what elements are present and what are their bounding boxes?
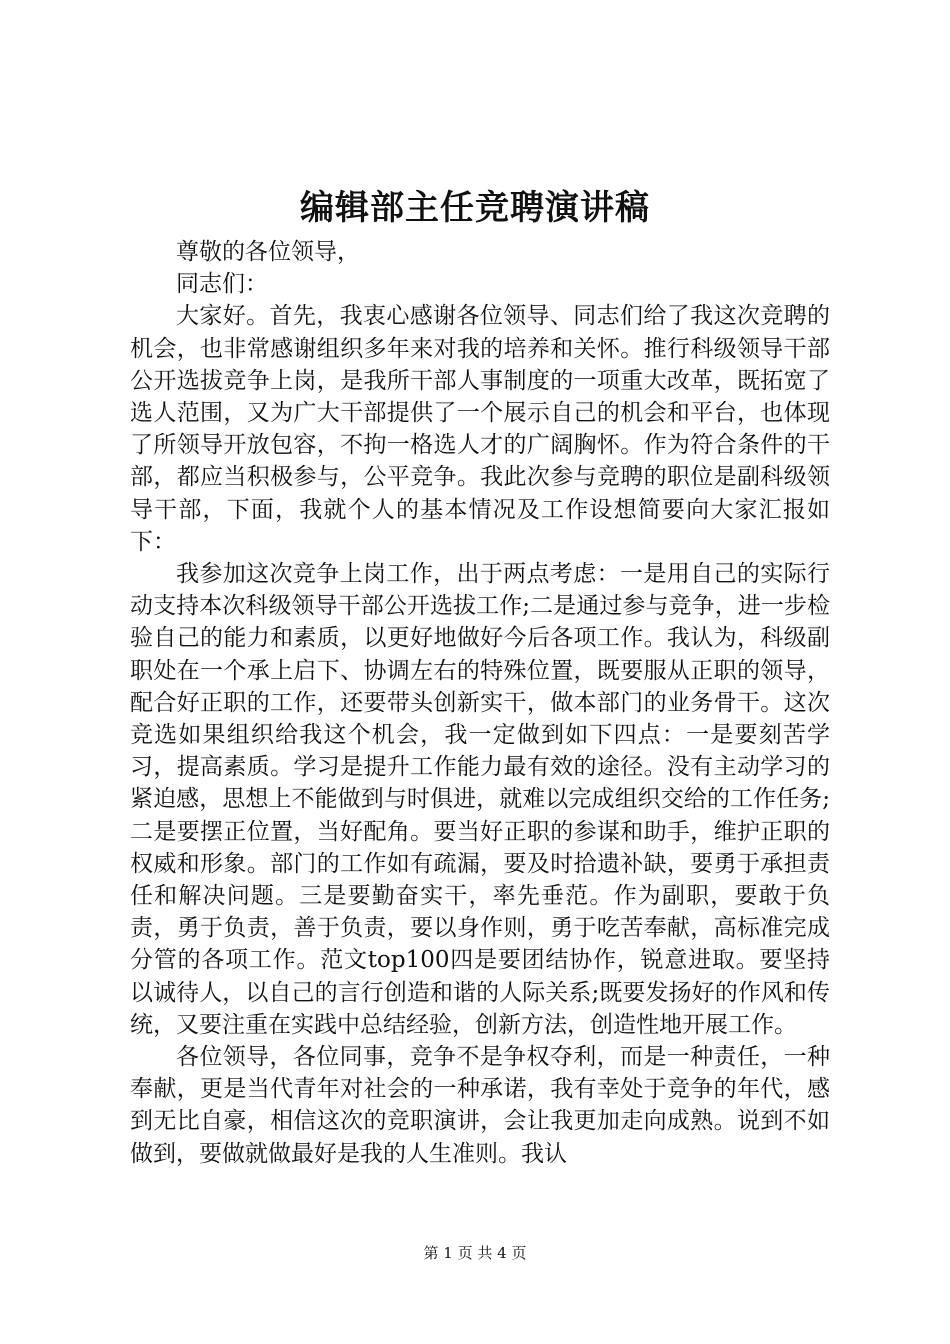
body-paragraph: 大家好。首先，我衷心感谢各位领导、同志们给了我这次竞聘的机会，也非常感谢组织多年来对我的培养和关怀。推行科级领导干部公开选拔竞争上岗，是我所干部人事制度的一项重大改革，既拓宽了选人范围，又为广大干部提供了一个展示自己的机会和平台，也体现了所领导开放包容，不拘一格选人才的广阔胸怀。作为符合条件的干部，都应当积极参与，公平竞争。我此次参与竞聘的职位是副科级领导干部，下面，我就个人的基本情况及工作设想简要向大家汇报如下： [130,303,830,555]
page-number-footer: 第 1 页 共 4 页 [423,1244,527,1262]
document-title: 编辑部主任竞聘演讲稿 [300,188,650,228]
document-body [130,236,830,1170]
salutation-line: 尊敬的各位领导， [176,239,360,265]
salutation-line: 同志们： [176,271,268,298]
body-paragraph: 各位领导，各位同事，竞争不是争权夺利，而是一种责任，一种奉献，更是当代青年对社会的一种承诺，我有幸处于竞争的年代，感到无比自豪，相信这次的竞职演讲，会让我更加走向成熟。说到不如做到，要做就做最好是我的人生准则。我认 [130,1044,830,1167]
body-paragraph: 我参加这次竞争上岗工作，出于两点考虑：一是用自己的实际行动支持本次科级领导干部公开选拔工作;二是通过参与竞争，进一步检验自己的能力和素质，以更好地做好今后各项工作。我认为，科级副职处在一个承上启下、协调左右的特殊位置，既要服从正职的领导，配合好正职的工作，还要带头创新实干，做本部门的业务骨干。这次竞选如果组织给我这个机会，我一定做到如下四点：一是要刻苦学习，提高素质。学习是提升工作能力最有效的途径。没有主动学习的紧迫感，思想上不能做到与时俱进，就难以完成组织交给的工作任务;二是要摆正位置，当好配角。要当好正职的参谋和助手，维护正职的权威和形象。部门的工作如有疏漏，要及时拾遗补缺，要勇于承担责任和解决问题。三是要勤奋实干，率先垂范。作为副职，要敢于负责，勇于负责，善于负责，要以身作则，勇于吃苦奉献，高标准完成分管的各项工作。范文top100四是要团结协作，锐意进取。要坚持以诚待人，以自己的言行创造和谐的人际关系;既要发扬好的作风和传统，又要注重在实践中总结经验，创新方法，创造性地开展工作。 [130,561,830,1038]
